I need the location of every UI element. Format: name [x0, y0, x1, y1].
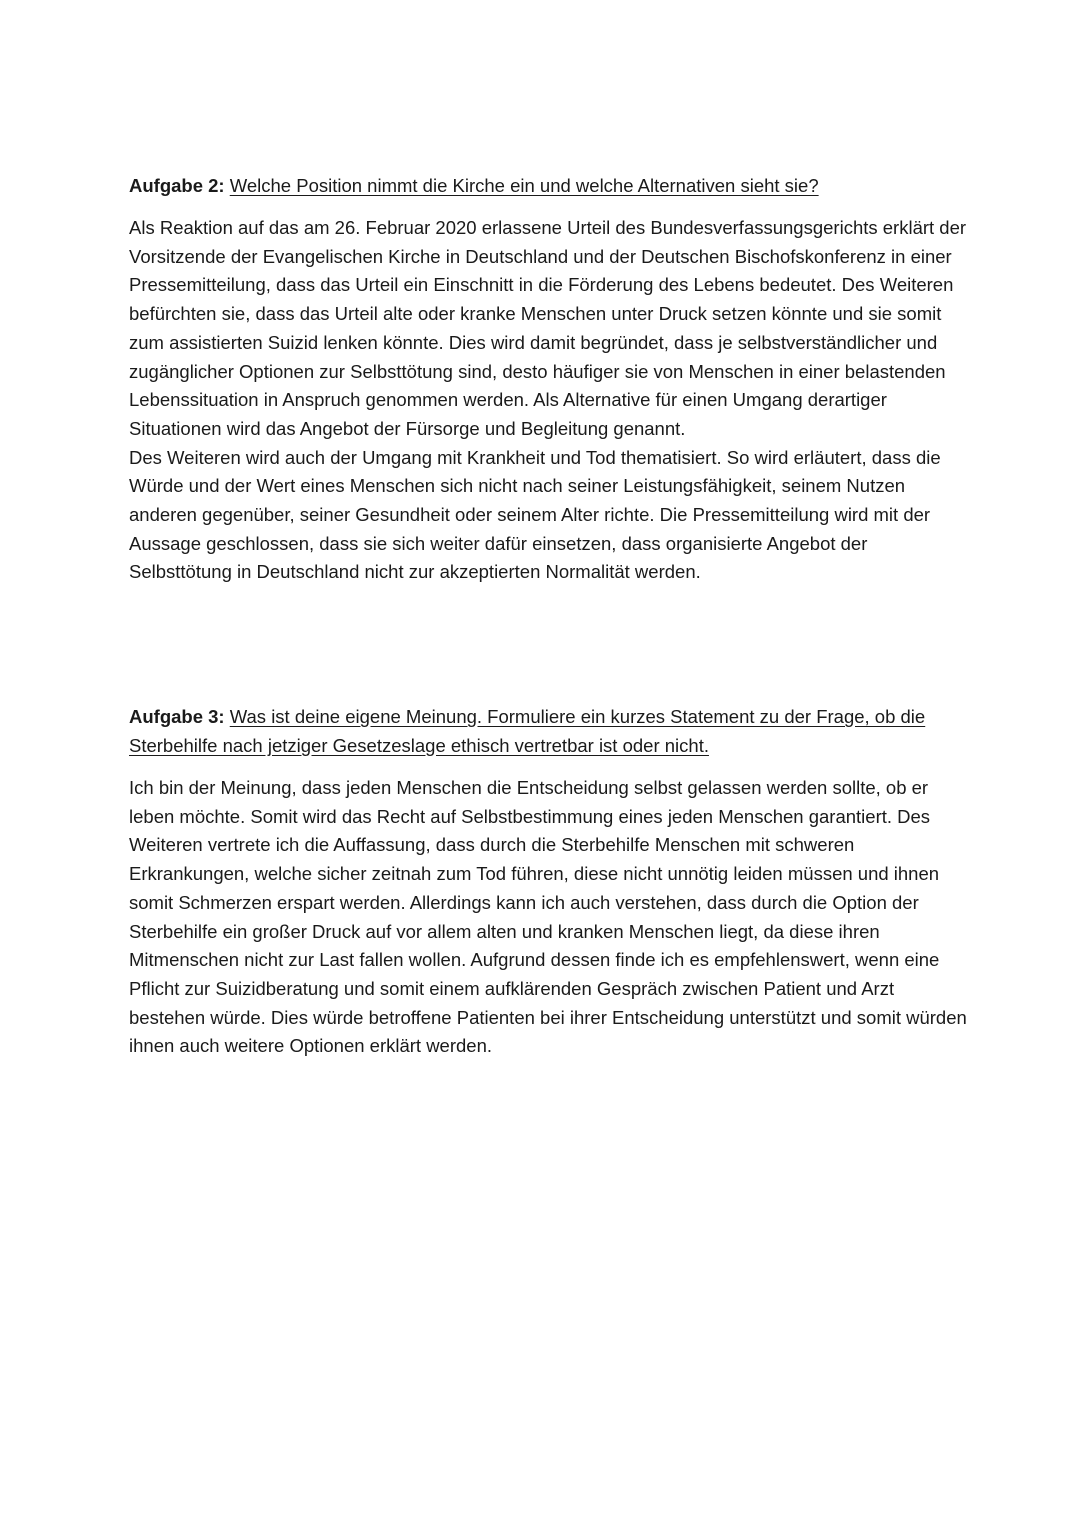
- task-2-heading: [129, 172, 969, 201]
- task-2-paragraph-2: Des Weiteren wird auch der Umgang mit Krankheit und Tod thematisiert. So wird erläutert, dass die Würde und der Wert eines Menschen sich nicht nach seiner Leistungsfähigkeit, seinem Nutzen anderen gegenüber, seiner Gesundheit oder seinem Alter richte. Die Pressemitteilung wird mit der Aussage geschlossen, dass sie sich weiter dafür einsetzen, dass organisierte Angebot der Selbsttötung in Deutschland nicht zur akzeptierten Normalität werden.: [129, 446, 941, 583]
- task-3-label: Aufgabe 3:: [129, 706, 225, 727]
- task-2-label: Aufgabe 2:: [129, 175, 225, 196]
- task-2-answer: [129, 214, 969, 587]
- task-2-paragraph-1: Als Reaktion auf das am 26. Februar 2020 erlassene Urteil des Bundesverfassungsgerichts erklärt der Vorsitzende der Evangelischen Kirche in Deutschland und der Deutschen Bischofskonferenz in einer Pressemitteilung, dass das Urteil ein Einschnitt in die Förderung des Lebens bedeutet. Des Weiteren befürchten sie, dass das Urteil alte oder kranke Menschen unter Druck setzen könnte und sie somit zum assistierten Suizid lenken könnte. Dies wird damit begründet, dass je selbstverständlicher und zugänglicher Optionen zur Selbsttötung sind, desto häufiger sie von Menschen in einer belastenden Lebenssituation in Anspruch genommen werden. Als Alternative für einen Umgang derartiger Situationen wird das Angebot der Fürsorge und Begleitung genannt.: [129, 217, 967, 439]
- task-3-question: Was ist deine eigene Meinung. Formuliere ein kurzes Statement zu der Frage, ob die Sterbehilfe nach jetziger Gesetzeslage ethisch vertretbar ist oder nicht.: [129, 706, 926, 756]
- task-3-paragraph-1: Ich bin der Meinung, dass jeden Menschen die Entscheidung selbst gelassen werden sollte, ob er leben möchte. Somit wird das Recht auf Selbstbestimmung eines jeden Menschen garantiert. Des Weiteren vertrete ich die Auffassung, dass durch die Sterbehilfe Menschen mit schweren Erkrankungen, welche sicher zeitnah zum Tod führen, diese nicht unnötig leiden müssen und ihnen somit Schmerzen erspart werden. Allerdings kann ich auch verstehen, dass durch die Option der Sterbehilfe ein großer Druck auf vor allem alten und kranken Menschen liegt, da diese ihren Mitmenschen nicht zur Last fallen wollen. Aufgrund dessen finde ich es empfehlenswert, wenn eine Pflicht zur Suizidberatung und somit einem aufklärenden Gespräch zwischen Patient und Arzt bestehen würde. Dies würde betroffene Patienten bei ihrer Entscheidung unterstützt und somit würden ihnen auch weitere Optionen erklärt werden.: [129, 777, 967, 1057]
- task-3-heading: [129, 703, 969, 760]
- task-2-question: Welche Position nimmt die Kirche ein und welche Alternativen sieht sie?: [229, 175, 819, 196]
- task-3-answer: [129, 774, 969, 1061]
